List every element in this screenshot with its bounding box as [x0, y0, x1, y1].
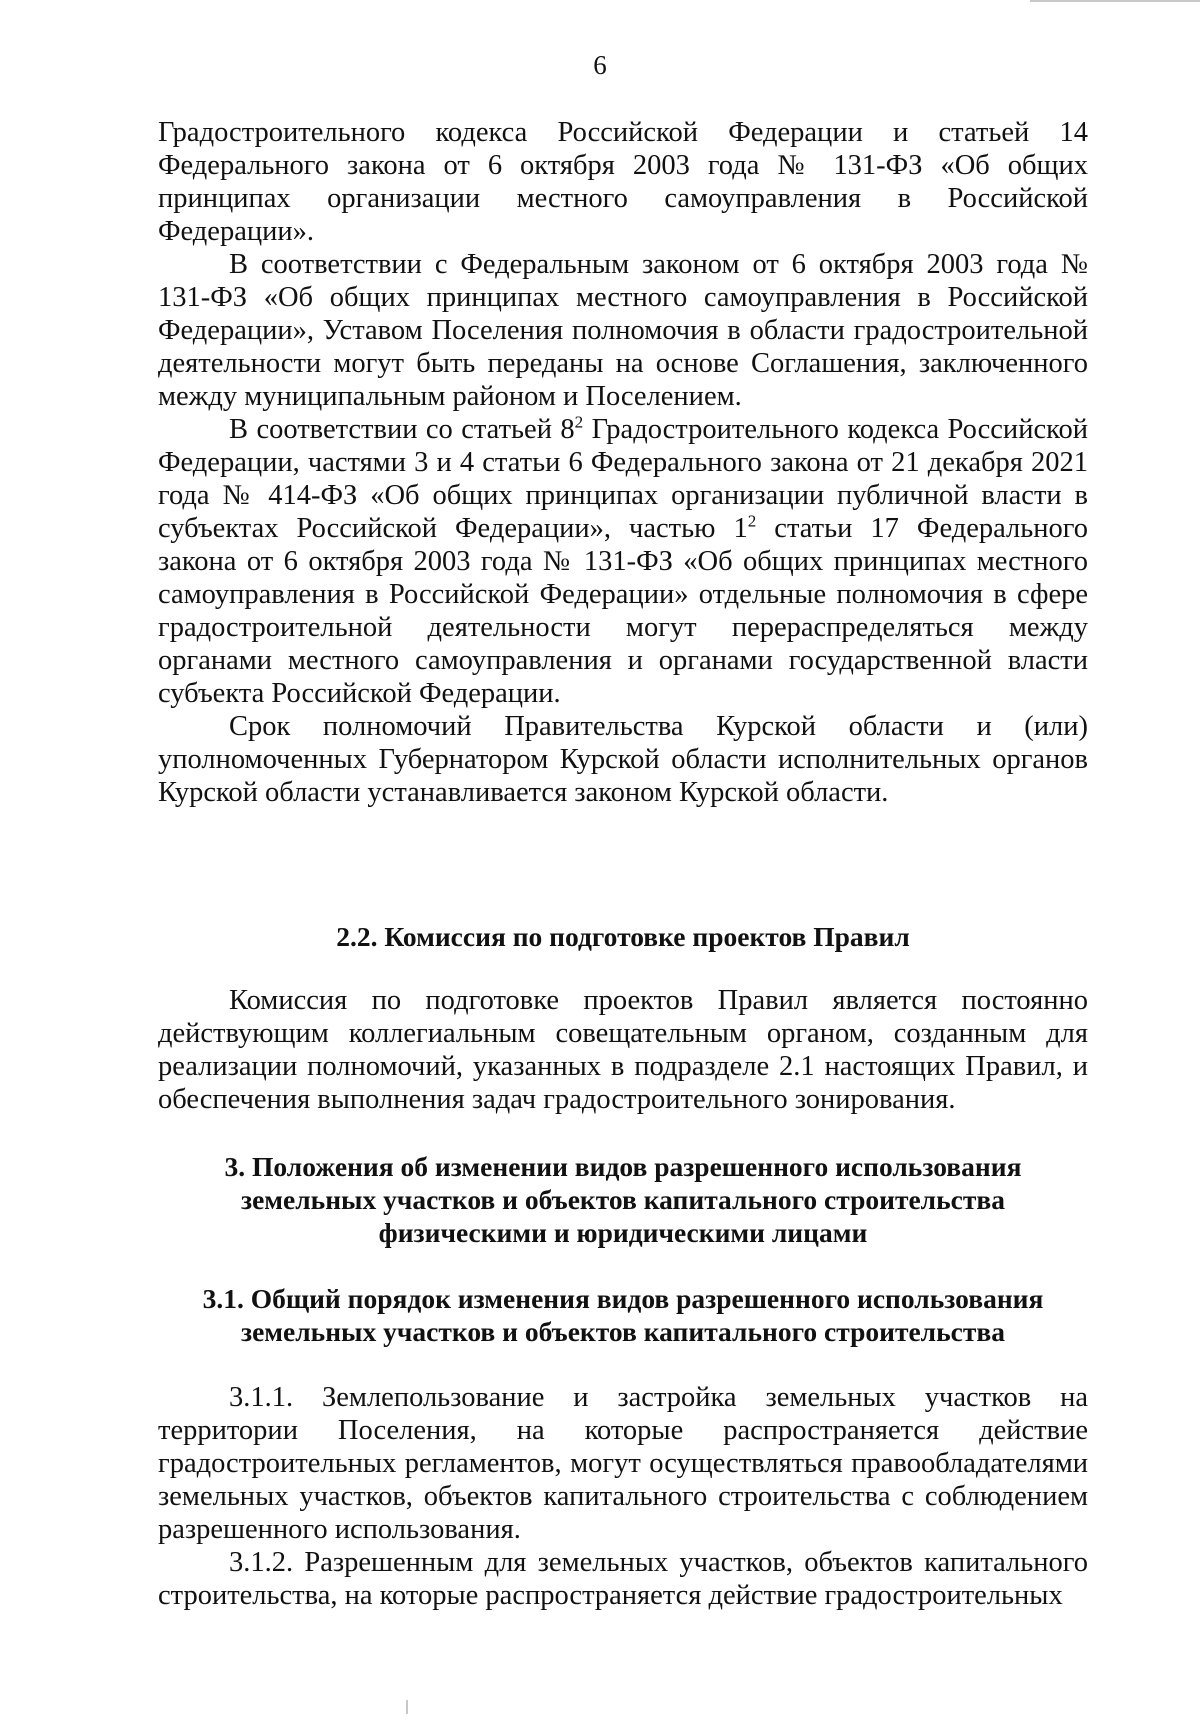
scan-edge-mark — [1030, 0, 1200, 2]
section-3 — [158, 1150, 1088, 1249]
paragraph-redistribution — [158, 413, 1088, 710]
paragraph-text-start: В соответствии со статьей 8 — [229, 414, 575, 445]
section-2-2 — [158, 920, 1088, 953]
paragraph-continuation: Градостроительного кодекса Российской Федерации и статьей 14 Федерального закона от 6 октября 2003 года № 131-ФЗ «Об общих принципах организации местного самоуправления в Российской Федерации». — [158, 117, 1088, 247]
page-number: 6 — [593, 50, 607, 80]
paragraph-text-middle: Градостроительного кодекса Российской Федерации, частями 3 и 4 статьи 6 Федерального закона от 21 декабря 2021 года № 414-ФЗ «Об общих принципах организации публичной власти в субъектах Российской Федерации», частью 1 — [158, 414, 1088, 544]
section-heading-line: 3.1. Общий порядок изменения видов разрешенного использования — [202, 1283, 1044, 1314]
top-paragraphs — [158, 116, 1088, 809]
paragraph-3-1-1: 3.1.1. Землепользование и застройка земельных участков на территории Поселения, на которые распространяется действие градостроительных регламентов, могут осуществляться правообладателями земельных участков, объектов капитального строительства с соблюдением разрешенного использования. — [158, 1382, 1088, 1545]
paragraph-3-1-2: 3.1.2. Разрешенным для земельных участков, объектов капитального строительства, на которые распространяется действие градостроительных — [158, 1547, 1088, 1611]
paragraph-text-end: статьи 17 Федерального закона от 6 октября 2003 года № 131-ФЗ «Об общих принципах местного самоуправления в Российской Федерации» отдельные полномочия в сфере градостроительной деятельности могут перераспределяться между органами местного самоуправления и органами государственной власти субъекта Российской Федерации. — [158, 513, 1088, 709]
superscript: 2 — [574, 412, 584, 432]
section-heading: 2.2. Комиссия по подготовке проектов Правил — [336, 921, 910, 952]
paragraph-commission: Комиссия по подготовке проектов Правил является постоянно действующим коллегиальным совещательным органом, созданным для реализации полномочий, указанных в подразделе 2.1 настоящих Правил, и обеспечения выполнения задач градостроительного зонирования. — [158, 985, 1088, 1115]
section-heading-line: земельных участков и объектов капитального строительства — [241, 1184, 1005, 1215]
section-heading-line: физическими и юридическими лицами — [378, 1217, 868, 1248]
section-3-1 — [158, 1282, 1088, 1348]
scan-edge-mark — [406, 1700, 408, 1714]
paragraph-federal-law: В соответствии с Федеральным законом от 6 октября 2003 года № 131-ФЗ «Об общих принципах местного самоуправления в Российской Федерации», Уставом Поселения полномочия в области градостроительной деятельности могут быть переданы на основе Соглашения, заключенного между муниципальным районом и Поселением. — [158, 249, 1088, 412]
paragraph-term: Срок полномочий Правительства Курской области и (или) уполномоченных Губернатором Курской области исполнительных органов Курской области устанавливается законом Курской области. — [158, 711, 1088, 808]
section-heading-line: 3. Положения об изменении видов разрешенного использования — [224, 1151, 1022, 1182]
section-3-1-body — [158, 1381, 1088, 1612]
section-heading-line: земельных участков и объектов капитального строительства — [241, 1316, 1005, 1347]
superscript: 2 — [747, 511, 757, 531]
section-2-2-body — [158, 984, 1088, 1116]
